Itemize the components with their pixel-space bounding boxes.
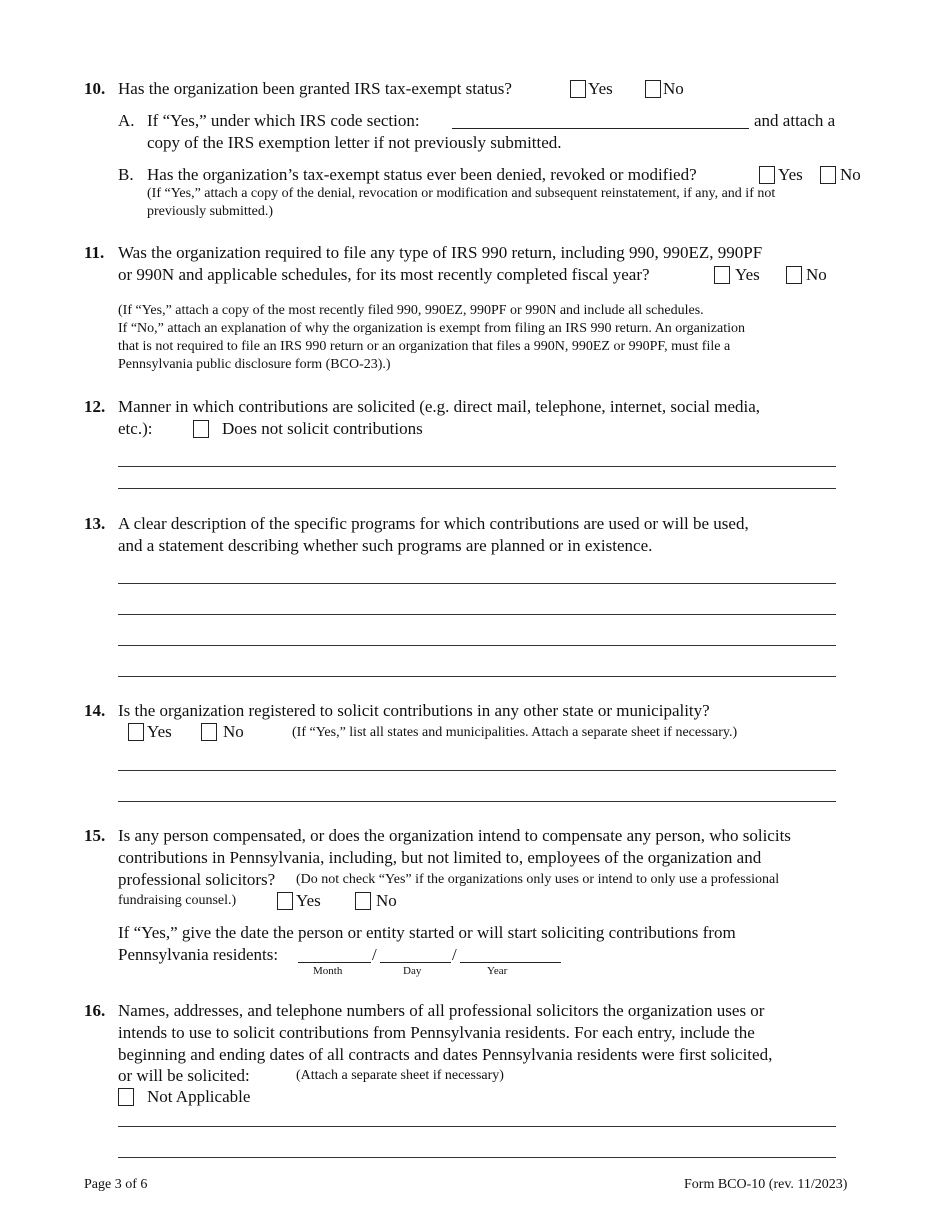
question-text: and a statement describing whether such programs are planned or in existence. [118,536,653,555]
date-caption-month: Month [313,965,343,977]
note-text: previously submitted.) [147,204,273,219]
sub-label: A. [118,111,135,130]
note-text: (Attach a separate sheet if necessary) [296,1068,504,1083]
sub-label: B. [118,165,134,184]
answer-line-q14-1[interactable] [118,770,836,771]
note-text: (If “Yes,” list all states and municipalities. Attach a separate sheet if necessary.) [292,725,738,740]
question-text: Is any person compensated, or does the organization intend to compensate any person, who solicits [118,826,791,845]
note-text: fundraising counsel.) [118,893,237,908]
checkbox-label: Yes [778,165,803,184]
answer-line-q13-2[interactable] [118,614,836,615]
question-text: Names, addresses, and telephone numbers of all professional solicitors the organization uses or [118,1001,765,1020]
start-date-month-field[interactable] [298,946,371,963]
answer-line-q12-2[interactable] [118,488,836,489]
question-text: copy of the IRS exemption letter if not previously submitted. [147,133,562,152]
answer-line-q13-3[interactable] [118,645,836,646]
checkbox-q14-no[interactable] [201,723,217,741]
checkbox-label: Not Applicable [147,1087,251,1106]
answer-line-q13-1[interactable] [118,583,836,584]
question-text: Has the organization’s tax-exempt status ever been denied, revoked or modified? [147,165,697,184]
question-text: beginning and ending dates of all contracts and dates Pennsylvania residents were first solicited, [118,1045,773,1064]
checkbox-label: No [663,79,684,98]
question-text: intends to use to solicit contributions from Pennsylvania residents. For each entry, include the [118,1023,755,1042]
note-text: If “No,” attach an explanation of why the organization is exempt from filing an IRS 990 return. An organization [118,321,745,336]
question-number: 14. [84,701,106,720]
date-separator: / [372,945,377,964]
question-text: Has the organization been granted IRS tax-exempt status? [118,79,512,98]
checkbox-label: No [376,891,397,910]
question-text: If “Yes,” give the date the person or entity started or will start soliciting contributions from [118,923,736,942]
question-number: 12. [84,397,106,416]
checkbox-q11-no[interactable] [786,266,802,284]
date-caption-year: Year [487,965,508,977]
question-text: and attach a [754,111,836,130]
start-date-day-field[interactable] [380,946,451,963]
question-number: 11. [84,243,105,262]
question-number: 16. [84,1001,106,1020]
question-number: 15. [84,826,106,845]
question-text: If “Yes,” under which IRS code section: [147,111,420,130]
checkbox-q10-yes[interactable] [570,80,586,98]
question-number: 10. [84,79,106,98]
note-text: (If “Yes,” attach a copy of the denial, revocation or modification and subsequent reinstatement, if any, and if not [147,186,776,201]
question-text: Is the organization registered to solicit contributions in any other state or municipality? [118,701,710,720]
start-date-year-field[interactable] [460,946,561,963]
checkbox-not-applicable[interactable] [118,1088,134,1106]
date-caption-day: Day [403,965,422,977]
checkbox-label: No [840,165,861,184]
checkbox-q10b-yes[interactable] [759,166,775,184]
answer-line-q14-2[interactable] [118,801,836,802]
question-text: or 990N and applicable schedules, for its most recently completed fiscal year? [118,265,650,284]
question-text: etc.): [118,419,153,438]
page-number: Page 3 of 6 [84,1177,148,1192]
checkbox-label: Does not solicit contributions [222,419,423,438]
checkbox-label: No [223,722,244,741]
date-separator: / [452,945,457,964]
checkbox-q15-yes[interactable] [277,892,293,910]
question-text: Was the organization required to file any type of IRS 990 return, including 990, 990EZ, 990PF [118,243,763,262]
checkbox-does-not-solicit[interactable] [193,420,209,438]
checkbox-label: Yes [296,891,321,910]
question-number: 13. [84,514,106,533]
note-text: Pennsylvania public disclosure form (BCO-23).) [118,357,391,372]
answer-line-q16-2[interactable] [118,1157,836,1158]
question-text: or will be solicited: [118,1066,250,1085]
question-text: Manner in which contributions are solicited (e.g. direct mail, telephone, internet, social media, [118,397,761,416]
note-text: (Do not check “Yes” if the organizations only uses or intend to only use a professional [296,872,780,887]
note-text: (If “Yes,” attach a copy of the most recently filed 990, 990EZ, 990PF or 990N and include all schedules. [118,303,704,318]
note-text: that is not required to file an IRS 990 return or an organization that files a 990N, 990EZ or 990PF, must file a [118,339,731,354]
question-text: professional solicitors? [118,870,276,889]
checkbox-label: Yes [147,722,172,741]
question-text: Pennsylvania residents: [118,945,279,964]
checkbox-q14-yes[interactable] [128,723,144,741]
answer-line-q13-4[interactable] [118,676,836,677]
question-text: contributions in Pennsylvania, including, but not limited to, employees of the organization and [118,848,762,867]
checkbox-q11-yes[interactable] [714,266,730,284]
checkbox-label: Yes [588,79,613,98]
checkbox-q15-no[interactable] [355,892,371,910]
answer-line-q12-1[interactable] [118,466,836,467]
irs-code-section-field[interactable] [452,112,749,129]
question-text: A clear description of the specific programs for which contributions are used or will be used, [118,514,749,533]
answer-line-q16-1[interactable] [118,1126,836,1127]
checkbox-label: No [806,265,827,284]
form-revision: Form BCO-10 (rev. 11/2023) [684,1177,848,1192]
checkbox-label: Yes [735,265,760,284]
checkbox-q10-no[interactable] [645,80,661,98]
checkbox-q10b-no[interactable] [820,166,836,184]
